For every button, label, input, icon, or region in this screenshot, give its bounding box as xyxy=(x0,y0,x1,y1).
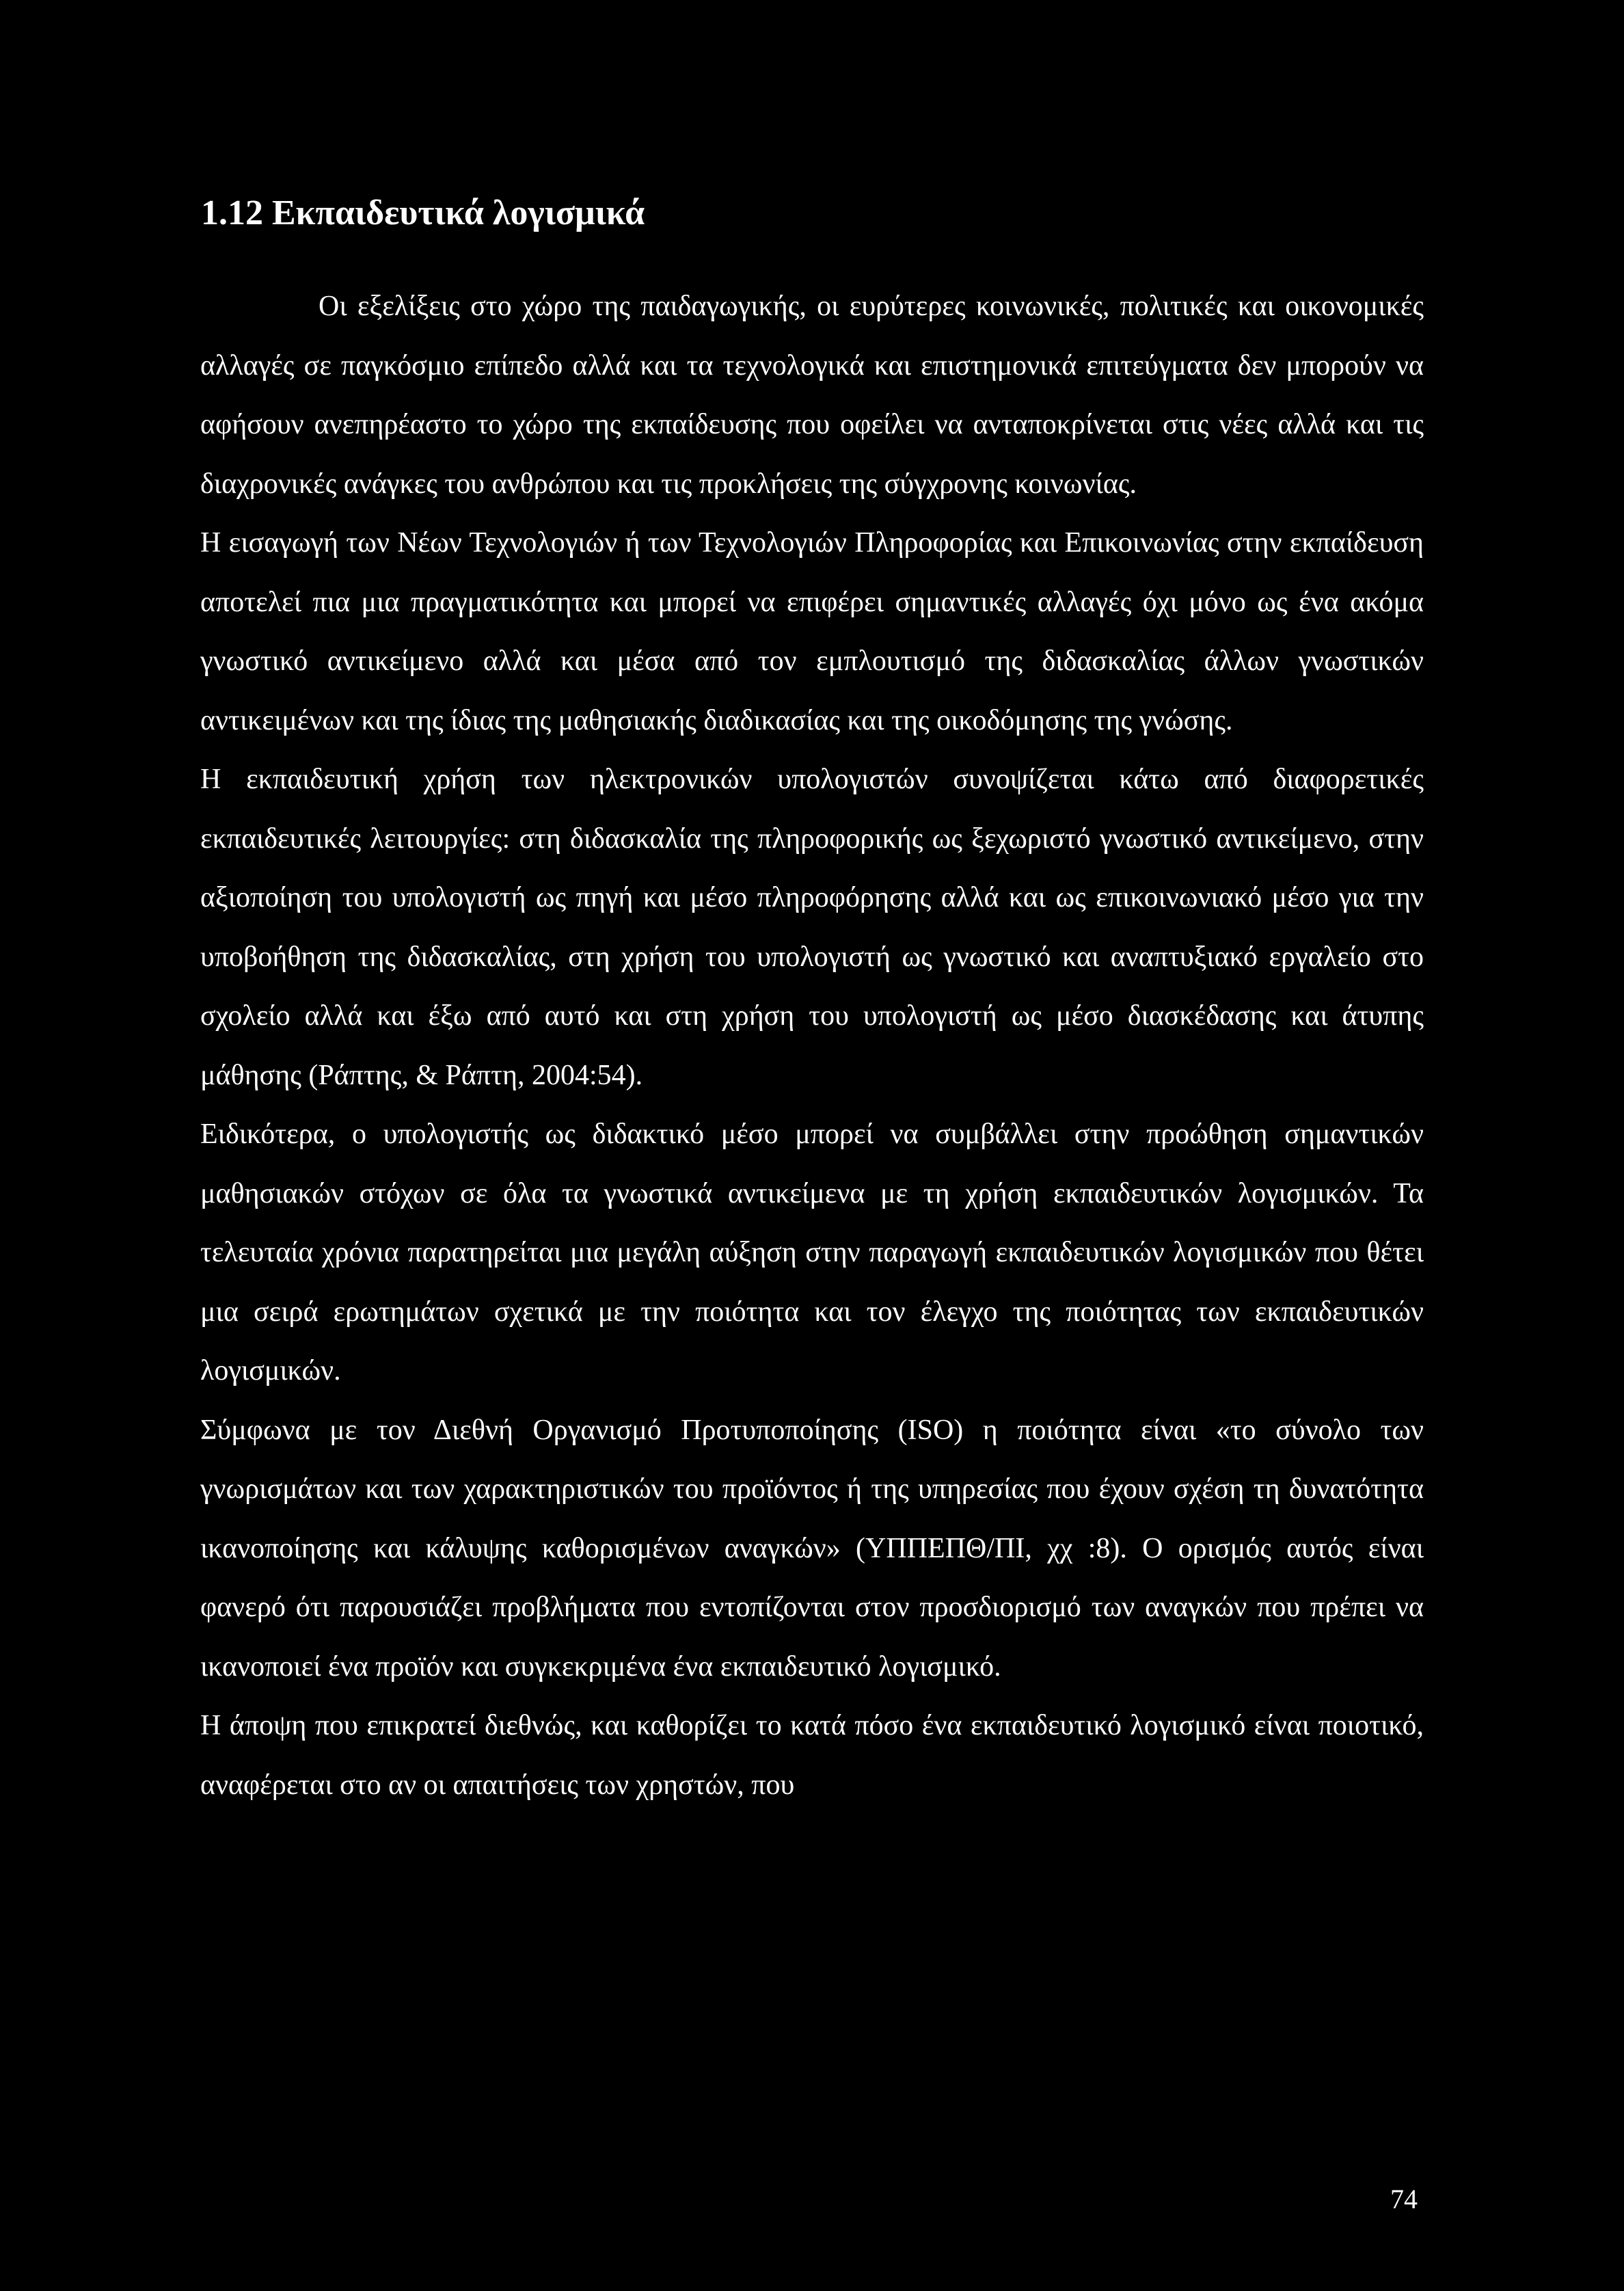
paragraph-new-technologies: Η εισαγωγή των Νέων Τεχνολογιών ή των Τεχνολογιών Πληροφορίας και Επικοινωνίας στην εκπαίδευση αποτελεί πια μια πραγματικότητα και μπορεί να επιφέρει σημαντικές αλλαγές όχι μόνο ως ένα ακόμα γνωστικό αντικείμενο αλλά και μέσα από τον εμπλουτισμό της διδασκαλίας άλλων γνωστικών αντικειμένων και της ίδιας της μαθησιακής διαδικασίας και της οικοδόμησης της γνώσης. xyxy=(200,527,1424,736)
paragraph-prevailing-view: Η άποψη που επικρατεί διεθνώς, και καθορίζει το κατά πόσο ένα εκπαιδευτικό λογισμικό είναι ποιοτικό, αναφέρεται στο αν οι απαιτήσεις των χρηστών, που xyxy=(200,1710,1424,1801)
page-number: 74 xyxy=(1390,2184,1418,2214)
paragraph-teaching-medium: Ειδικότερα, ο υπολογιστής ως διδακτικό μέσο μπορεί να συμβάλλει στην προώθηση σημαντικών μαθησιακών στόχων σε όλα τα γνωστικά αντικείμενα με τη χρήση εκπαιδευτικών λογισμικών. Τα τελευταία χρόνια παρατηρείται μια μεγάλη αύξηση στην παραγωγή εκπαιδευτικών λογισμικών που θέτει μια σειρά ερωτημάτων σχετικά με την ποιότητα και τον έλεγχο της ποιότητας των εκπαιδευτικών λογισμικών. xyxy=(200,1118,1424,1386)
body-text xyxy=(200,277,1424,1814)
paragraph-iso-definition: Σύμφωνα με τον Διεθνή Οργανισμό Προτυποποίησης (ISO) η ποιότητα είναι «το σύνολο των γνωρισμάτων και των χαρακτηριστικών του προϊόντος ή της υπηρεσίας που έχουν σχέση τη δυνατότητα ικανοποίησης και κάλυψης καθορισμένων αναγκών» (ΥΠΠΕΠΘ/ΠΙ, χχ :8). Ο ορισμός αυτός είναι φανερό ότι παρουσιάζει προβλήματα που εντοπίζονται στον προσδιορισμό των αναγκών που πρέπει να ικανοποιεί ένα προϊόν και συγκεκριμένα ένα εκπαιδευτικό λογισμικό. xyxy=(200,1414,1424,1683)
section-heading: 1.12 Εκπαιδευτικά λογισμικά xyxy=(201,193,645,232)
paragraph-educational-use: Η εκπαιδευτική χρήση των ηλεκτρονικών υπολογιστών συνοψίζεται κάτω από διαφορετικές εκπαιδευτικές λειτουργίες: στη διδασκαλία της πληροφορικής ως ξεχωριστό γνωστικό αντικείμενο, στην αξιοποίηση του υπολογιστή ως πηγή και μέσο πληροφόρησης αλλά και ως επικοινωνιακό μέσο για την υποβοήθηση της διδασκαλίας, στη χρήση του υπολογιστή ως γνωστικό και αναπτυξιακό εργαλείο στο σχολείο αλλά και έξω από αυτό και στη χρήση του υπολογιστή ως μέσο διασκέδασης και άτυπης μάθησης (Ράπτης, & Ράπτη, 2004:54). xyxy=(200,764,1424,1091)
paragraph-intro: Οι εξελίξεις στο χώρο της παιδαγωγικής, οι ευρύτερες κοινωνικές, πολιτικές και οικονομικές αλλαγές σε παγκόσμιο επίπεδο αλλά και τα τεχνολογικά και επιστημονικά επιτεύγματα δεν μπορούν να αφήσουν ανεπηρέαστο το χώρο της εκπαίδευσης που οφείλει να ανταποκρίνεται στις νέες αλλά και τις διαχρονικές ανάγκες του ανθρώπου και τις προκλήσεις της σύγχρονης κοινωνίας. xyxy=(200,291,1424,500)
